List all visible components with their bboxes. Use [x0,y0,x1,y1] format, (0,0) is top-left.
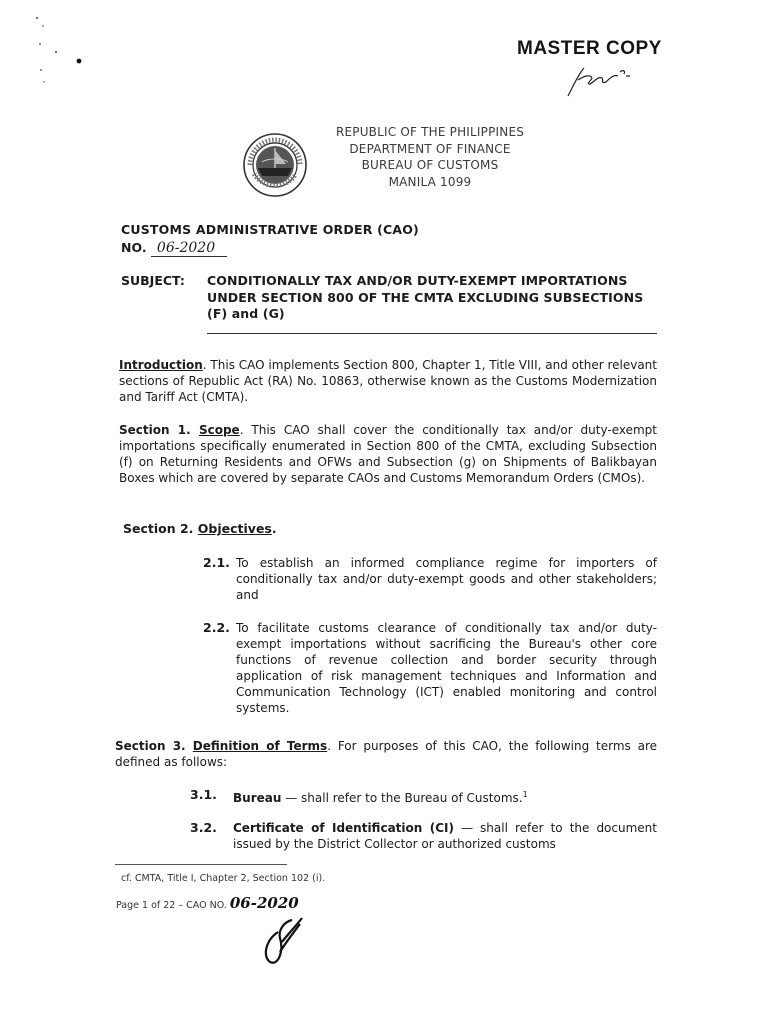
page-footer-handwritten-number: 06-2020 [229,894,299,912]
item-3-2-definition: — shall refer to the document issued by the District Collector or authorized customs [233,821,657,851]
item-3-1-number: 3.1. [190,787,217,802]
bureau-of-customs-seal [242,132,308,198]
page-footer [116,894,299,912]
letterhead [300,124,560,190]
section-3-paragraph [115,738,657,770]
section-1-paragraph [119,422,657,486]
item-3-1-text [233,787,657,806]
signature-initials [560,62,640,102]
footnote: cf. CMTA, Title I, Chapter 2, Section 102 (i). [121,873,326,884]
cao-number-handwritten: 06-2020 [151,240,227,257]
introduction-heading: Introduction [119,358,203,372]
item-2-2-number: 2.2. [203,620,230,635]
introduction-paragraph [119,357,657,405]
section-2-heading-line [123,521,277,536]
scan-specks [0,0,120,90]
item-2-1-number: 2.1. [203,555,230,570]
item-2-2-text: To facilitate customs clearance of conditionally tax and/or duty-exempt importations without sacrificing the Bureau's other core functions of revenue collection and border security through application of risk management techniques and Information and Communication Technology (ICT) enabled monitoring and control systems. [236,621,657,715]
subject-divider [207,333,657,334]
handwritten-initial [256,912,316,972]
cao-number [121,240,227,256]
section-3-prefix: Section 3. [115,739,193,753]
letterhead-line-city: MANILA 1099 [388,174,472,189]
cao-title: CUSTOMS ADMINISTRATIVE ORDER (CAO) [121,222,419,237]
section-3-heading: Definition of Terms [192,739,328,753]
section-1-heading: Scope [198,423,240,437]
item-2-1-text: To establish an informed compliance regime for importers of conditionally tax and/or duty-exempt goods and other stakeholders; and [236,556,657,602]
cao-number-label: NO. [121,240,147,255]
letterhead-line-department: DEPARTMENT OF FINANCE [349,141,511,156]
page-footer-text: Page 1 of 22 – CAO NO. [116,900,227,911]
section-2-suffix: . [271,521,277,536]
item-3-2-text [233,820,657,852]
subject-label: SUBJECT: [121,273,185,288]
section-1-prefix: Section 1. [119,423,199,437]
introduction-text: . This CAO implements Section 800, Chapter 1, Title VIII, and other relevant sections of Republic Act (RA) No. 10863, otherwise known as the Customs Modernization and Tariff Act (CMTA). [119,358,657,404]
footnote-ref-1: 1 [522,790,528,799]
letterhead-line-republic: REPUBLIC OF THE PHILIPPINES [335,125,525,139]
letterhead-line-bureau: BUREAU OF CUSTOMS [361,158,499,172]
item-3-2-number: 3.2. [190,820,217,835]
section-3-text: . For purposes of this CAO, the following terms are defined as follows: [115,739,657,769]
item-3-2-term: Certificate of Identification (CI) [233,821,454,835]
section-2-prefix: Section 2. [123,521,198,536]
item-3-1-definition: — shall refer to the Bureau of Customs. [281,791,523,805]
item-3-1-term: Bureau [233,791,282,805]
section-1-text: . This CAO shall cover the conditionally tax and/or duty-exempt importations specifically enumerated in Section 800 of the CMTA, excluding Subsection (f) on Returning Residents and OFWs and Subsection (g) on Shipments of Balikbayan Boxes which are covered by separate CAOs and Customs Memorandum Orders (CMOs). [119,423,657,485]
footnote-divider [115,864,287,865]
section-2-heading: Objectives [197,521,272,536]
subject-text: CONDITIONALLY TAX AND/OR DUTY-EXEMPT IMPORTATIONS UNDER SECTION 800 OF THE CMTA EXCLUDING SUBSECTIONS (F) and (G) [207,273,644,321]
master-copy-stamp: MASTER COPY [517,38,662,59]
